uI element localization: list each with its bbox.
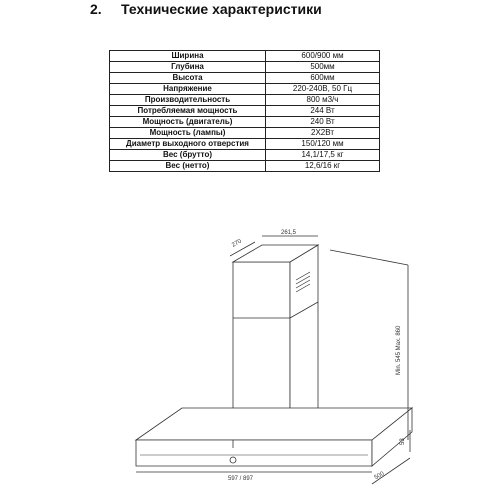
spec-value: 150/120 мм [266, 139, 380, 150]
spec-name: Мощность (двигатель) [110, 117, 266, 128]
spec-value: 220-240В, 50 Гц [266, 84, 380, 95]
section-number: 2. [90, 1, 102, 17]
spec-value: 600мм [266, 73, 380, 84]
spec-name: Производительность [110, 95, 266, 106]
dim-height: Min. 545 Max. 860 [396, 325, 402, 375]
hood-front [136, 440, 372, 466]
spec-value: 500мм [266, 62, 380, 73]
dim-hood-thickness: 53 [400, 438, 406, 445]
spec-name: Вес (брутто) [110, 150, 266, 161]
dim-depth: 500 [373, 471, 386, 482]
spec-name: Высота [110, 73, 266, 84]
spec-name: Потребляемая мощность [110, 106, 266, 117]
spec-value: 244 Вт [266, 106, 380, 117]
spec-name: Мощность (лампы) [110, 128, 266, 139]
section-title: Технические характеристики [121, 1, 322, 17]
dim-width: 597 / 897 [228, 476, 254, 482]
spec-value: 240 Вт [266, 117, 380, 128]
spec-value: 800 м3/ч [266, 95, 380, 106]
spec-value: 12,6/16 кг [266, 161, 380, 172]
spec-value: 14,1/17,5 кг [266, 150, 380, 161]
spec-value: 600/900 мм [266, 51, 380, 62]
spec-value: 2X2Вт [266, 128, 380, 139]
spec-name: Диаметр выходного отверстия [110, 139, 266, 150]
spec-name: Глубина [110, 62, 266, 73]
dim-chimney-depth: 270 [231, 238, 243, 249]
spec-name: Вес (нетто) [110, 161, 266, 172]
hood-top [136, 408, 412, 440]
spec-name: Напряжение [110, 84, 266, 95]
dim-chimney-width: 261,5 [281, 230, 297, 236]
spec-name: Ширина [110, 51, 266, 62]
